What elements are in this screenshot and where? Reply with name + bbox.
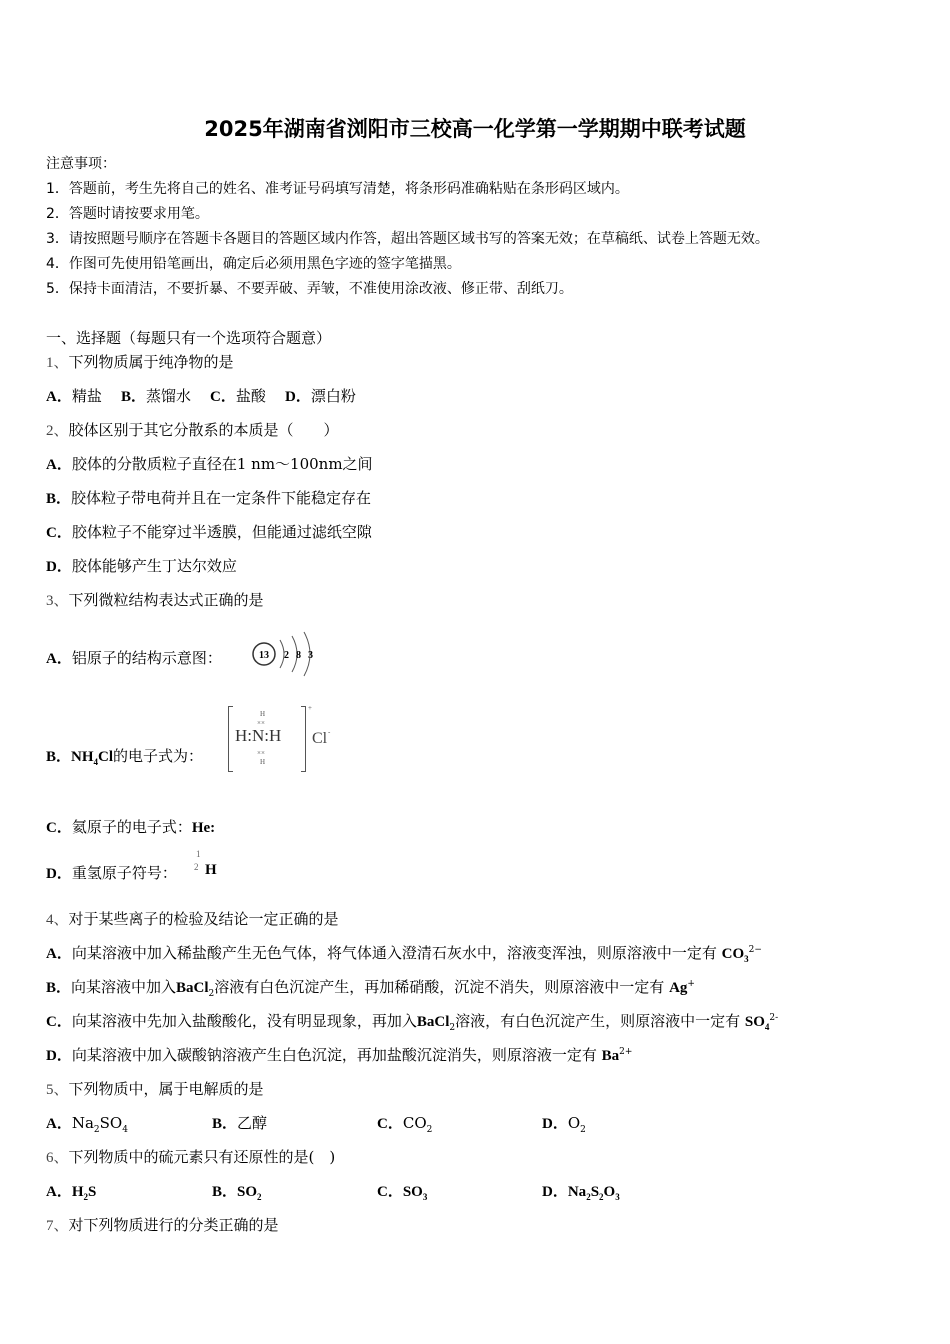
notice-item: 1．答题前，考生先将自己的姓名、准考证号码填写清楚，将条形码准确粘贴在条形码区域内。 bbox=[46, 181, 629, 197]
option bbox=[377, 1112, 432, 1135]
electrons: ×× bbox=[257, 749, 265, 757]
option bbox=[212, 1180, 262, 1202]
anion: Cl bbox=[312, 730, 328, 747]
ion: CO bbox=[721, 946, 745, 962]
question-stem: 下列物质属于纯净物的是 bbox=[68, 353, 234, 371]
option-label: B． bbox=[46, 980, 72, 996]
option-text: 铝原子的结构示意图： bbox=[71, 649, 222, 667]
option-label: C． bbox=[46, 1014, 72, 1030]
notice-item: 5．保持卡面清洁，不要折暴、不要弄破、弄皱，不准使用涂改液、修正带、刮纸刀。 bbox=[46, 281, 573, 297]
atom: H bbox=[260, 710, 266, 718]
option bbox=[377, 1180, 427, 1202]
option-text: 向某溶液中加入 bbox=[71, 978, 177, 996]
atomic-number: 2 bbox=[194, 862, 199, 872]
formula: S bbox=[590, 1184, 600, 1200]
option-text: 漂白粉 bbox=[310, 387, 356, 405]
formula-sub: 2 bbox=[257, 1192, 262, 1202]
formula: O bbox=[603, 1184, 616, 1200]
question-stem: 下列物质中，属于电解质的是 bbox=[68, 1080, 264, 1098]
option-text: 向某溶液中先加入盐酸酸化，没有明显现象，再加入 bbox=[71, 1012, 417, 1030]
question-stem: 对下列物质进行的分类正确的是 bbox=[68, 1216, 279, 1234]
question-number: 3、 bbox=[46, 593, 69, 609]
svg-text:3: 3 bbox=[308, 650, 313, 661]
question-number: 1、 bbox=[46, 355, 69, 371]
option bbox=[46, 1112, 128, 1135]
option-label: A． bbox=[46, 389, 72, 405]
option bbox=[46, 487, 371, 508]
ion: Ag bbox=[669, 980, 688, 996]
reagent: BaCl bbox=[176, 980, 209, 996]
page-title: 2025年湖南省浏阳市三校高一化学第一学期期中联考试题 bbox=[204, 117, 746, 141]
aluminum-structure-diagram bbox=[250, 628, 320, 682]
option-label: C． bbox=[377, 1184, 403, 1200]
ion-charge: 2− bbox=[748, 945, 762, 955]
ion-sub: 3 bbox=[744, 954, 749, 964]
question-number: 5、 bbox=[46, 1082, 69, 1098]
option-label: A． bbox=[46, 1116, 72, 1132]
option-text: 乙醇 bbox=[237, 1114, 268, 1132]
option-label: B． bbox=[46, 491, 72, 507]
formula: He: bbox=[191, 820, 216, 836]
question-2 bbox=[46, 419, 339, 440]
option bbox=[46, 1180, 96, 1202]
option-text: 蒸馏水 bbox=[145, 387, 191, 405]
question-1 bbox=[46, 351, 234, 372]
option-text: 重氢原子符号： bbox=[71, 864, 177, 882]
formula-sub: 2 bbox=[426, 1125, 433, 1135]
option bbox=[542, 1112, 586, 1135]
question-stem: 下列物质中的硫元素只有还原性的是( ) bbox=[68, 1148, 336, 1166]
option-label: B． bbox=[120, 389, 146, 405]
option-text: 向某溶液中加入稀盐酸产生无色气体，将气体通入澄清石灰水中，溶液变浑浊，则原溶液中一定有 bbox=[71, 944, 717, 962]
question-number: 4、 bbox=[46, 912, 69, 928]
notice-heading: 注意事项： bbox=[46, 156, 116, 172]
formula: H bbox=[71, 1184, 84, 1200]
formula-sub: 3 bbox=[615, 1192, 620, 1202]
option bbox=[46, 521, 372, 542]
formula: SO bbox=[237, 1184, 258, 1200]
option-label: D． bbox=[284, 389, 311, 405]
ammonium-electron-formula bbox=[228, 704, 331, 772]
question-5 bbox=[46, 1078, 264, 1099]
ion: SO bbox=[744, 1014, 765, 1030]
formula: SO bbox=[402, 1184, 423, 1200]
option-label: B． bbox=[212, 1184, 238, 1200]
option bbox=[46, 745, 203, 767]
option-label: D． bbox=[542, 1184, 568, 1200]
ion: Ba bbox=[601, 1048, 620, 1064]
formula-sub: 2 bbox=[586, 1192, 591, 1202]
option bbox=[46, 816, 215, 837]
formula-sub: 4 bbox=[122, 1125, 128, 1135]
question-stem: 对于某些离子的检验及结论一定正确的是 bbox=[68, 910, 339, 928]
option bbox=[46, 862, 177, 883]
formula: Na bbox=[567, 1184, 587, 1200]
ion-charge: + bbox=[687, 979, 695, 989]
question-stem: 下列微粒结构表达式正确的是 bbox=[68, 591, 264, 609]
option bbox=[46, 942, 762, 964]
option-label: B． bbox=[46, 749, 72, 765]
charge: + bbox=[308, 704, 312, 712]
option-label: A． bbox=[46, 946, 72, 962]
option-label: B． bbox=[212, 1116, 238, 1132]
option-label: A． bbox=[46, 457, 72, 473]
reagent-sub: 2 bbox=[449, 1023, 456, 1033]
option-label: C． bbox=[46, 820, 72, 836]
option-label: C． bbox=[46, 525, 72, 541]
formula: CO bbox=[402, 1114, 427, 1132]
option-text: 胶体粒子不能穿过半透膜，但能通过滤纸空隙 bbox=[71, 523, 372, 541]
formula-sub: 2 bbox=[580, 1125, 586, 1135]
option-label: C． bbox=[210, 389, 236, 405]
question-number: 2、 bbox=[46, 423, 69, 439]
option bbox=[46, 1010, 778, 1033]
formula: S bbox=[88, 1184, 97, 1200]
svg-text:2: 2 bbox=[284, 650, 289, 661]
formula-sub: 4 bbox=[93, 757, 99, 767]
option bbox=[46, 647, 222, 668]
charge: - bbox=[328, 728, 331, 736]
question-1-options bbox=[46, 385, 356, 406]
notice-item: 3．请按照题号顺序在答题卡各题目的答题区域内作答，超出答题区域书写的答案无效；在草稿纸、试卷上答题无效。 bbox=[46, 231, 769, 247]
option-label: A． bbox=[46, 651, 72, 667]
formula: O bbox=[567, 1114, 581, 1132]
option-text: 溶液有白色沉淀产生，再加稀硝酸，沉淀不消失，则原溶液中一定有 bbox=[214, 978, 665, 996]
option-text: 溶液，有白色沉淀产生，则原溶液中一定有 bbox=[455, 1012, 741, 1030]
option-text: 盐酸 bbox=[235, 387, 266, 405]
question-6 bbox=[46, 1146, 335, 1167]
option-label: D． bbox=[46, 1048, 72, 1064]
ion-charge: 2- bbox=[769, 1013, 779, 1023]
option-label: D． bbox=[542, 1116, 568, 1132]
option bbox=[542, 1180, 620, 1202]
option bbox=[212, 1112, 267, 1133]
ion-sub: 4 bbox=[764, 1022, 770, 1032]
option-text: 的电子式为： bbox=[113, 747, 204, 765]
option-text: 胶体粒子带电荷并且在一定条件下能稳定存在 bbox=[71, 489, 372, 507]
option bbox=[46, 453, 373, 474]
formula-sub: 2 bbox=[83, 1192, 89, 1202]
section-heading: 一、选择题（每题只有一个选项符合题意） bbox=[46, 329, 332, 347]
formula-sub: 3 bbox=[422, 1192, 428, 1202]
option-label: A． bbox=[46, 1184, 72, 1200]
reagent: BaCl bbox=[416, 1014, 450, 1030]
option bbox=[46, 1044, 632, 1065]
option-text: 胶体能够产生丁达尔效应 bbox=[71, 557, 237, 575]
formula-sub: 2 bbox=[93, 1125, 100, 1135]
ion-charge: 2+ bbox=[619, 1047, 633, 1057]
question-7 bbox=[46, 1214, 279, 1235]
option-text: 精盐 bbox=[71, 387, 102, 405]
electrons: ×× bbox=[257, 719, 265, 727]
question-number: 7、 bbox=[46, 1218, 69, 1234]
notice-item: 4．作图可先使用铅笔画出，确定后必须用黑色字迹的签字笔描黑。 bbox=[46, 256, 461, 272]
option-text: 向某溶液中加入碳酸钠溶液产生白色沉淀，再加盐酸沉淀消失，则原溶液一定有 bbox=[71, 1046, 597, 1064]
option bbox=[46, 976, 695, 999]
formula: Na bbox=[71, 1114, 94, 1132]
option-label: D． bbox=[46, 559, 72, 575]
formula: NH bbox=[71, 749, 94, 765]
option-text: 胶体的分散质粒子直径在1 nm～100nm之间 bbox=[71, 455, 373, 473]
formula: Cl bbox=[98, 749, 114, 765]
reagent-sub: 2 bbox=[208, 989, 215, 999]
svg-text:8: 8 bbox=[296, 650, 301, 661]
mass-number: 1 bbox=[196, 849, 201, 859]
atom: H bbox=[260, 758, 266, 766]
formula-sub: 2 bbox=[599, 1192, 604, 1202]
question-stem: 胶体区别于其它分散系的本质是（ ） bbox=[68, 421, 339, 439]
option-label: D． bbox=[46, 866, 72, 882]
element-symbol: H bbox=[205, 862, 217, 878]
option bbox=[46, 555, 237, 576]
svg-text:13: 13 bbox=[259, 650, 269, 661]
atoms: H:N:H bbox=[235, 726, 282, 745]
option-text: 氦原子的电子式： bbox=[71, 818, 192, 836]
notice-item: 2．答题时请按要求用笔。 bbox=[46, 206, 209, 222]
option-label: C． bbox=[377, 1116, 403, 1132]
question-number: 6、 bbox=[46, 1150, 69, 1166]
formula: SO bbox=[99, 1114, 123, 1132]
question-4 bbox=[46, 908, 339, 929]
question-3 bbox=[46, 589, 264, 610]
